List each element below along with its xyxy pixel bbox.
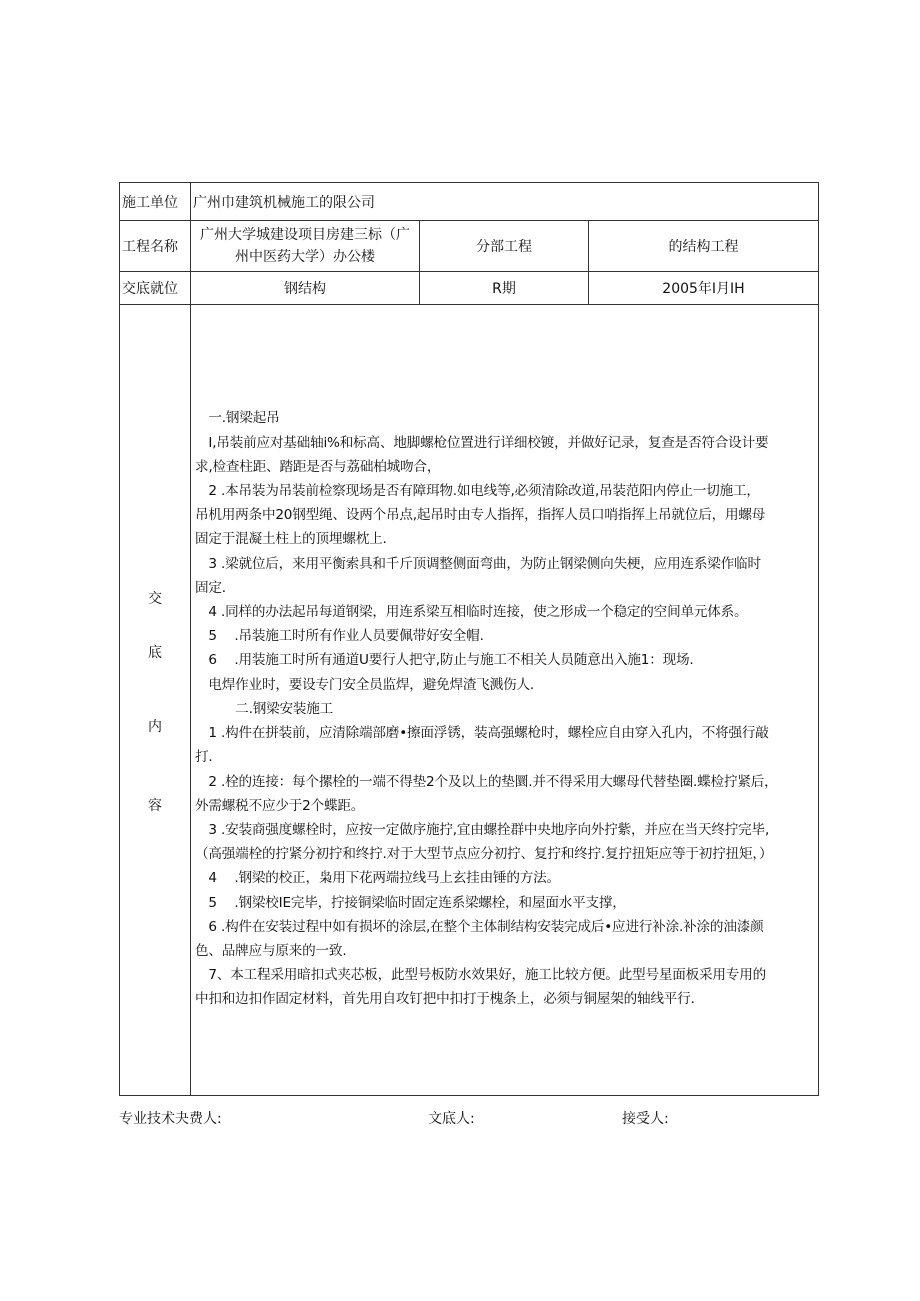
content-line: 中扣和边扣作固定材料，首先用自攻钉把中扣打于槐条上，必须与铜屋架的轴线平行.: [195, 991, 695, 1008]
content-line: 7、本工程采用暗扣式夹芯板，此型号板防水效果好，施工比较方便。此型号星面板采用专用的: [195, 967, 766, 984]
side-char: 底: [148, 645, 162, 661]
project-name-line-1: 广州大学城建设项目房建三标（广: [200, 227, 410, 243]
content-side-label: [120, 305, 191, 1096]
project-name-value: [191, 221, 420, 272]
construction-unit-label: 施工单位: [120, 183, 191, 221]
content-line: 电焊作业时，要设专门安全员监焊，避免焊渣飞溅伤人.: [195, 676, 534, 693]
sub-project-label: 分部工程: [420, 221, 589, 272]
content-line: 3 .梁就位后，来用平衡索具和千斤顶调整侧面弯曲，为防止钢梁侧向失梗，应用连系梁作临时: [195, 555, 761, 572]
content-line: 2 .栓的连接：每个摞栓的一端不得垫2个及以上的垫圜.并不得采用大螺母代替垫圈.蝶检拧紧后，: [195, 773, 778, 790]
content-line: 6 .用装施工时所有通道U要行人把守,防止与施工不相关人员随意出入施1：现场.: [195, 652, 694, 669]
row-project-name: [120, 221, 819, 272]
side-char: 内: [148, 719, 162, 735]
side-char: 容: [148, 798, 162, 814]
content-line: 求,检查柱距、踏距是否与荔础柏城吻合，: [195, 458, 441, 475]
row-disclosure: [120, 272, 819, 305]
content-lines: [191, 388, 818, 1011]
tech-lead-signature-label: 专业技术夬费人:: [119, 1111, 222, 1127]
row-construction-unit: [120, 183, 819, 221]
project-name-label: 工程名称: [120, 221, 191, 272]
content-line: 二.钢梁安装施工: [195, 700, 334, 717]
presenter-signature-label: 文底人:: [428, 1111, 475, 1127]
content-line: 固定.: [195, 579, 226, 596]
content-line: 固定于混凝土柱上的顶埋螺枕上.: [195, 531, 387, 548]
content-line: 4 .同样的办法起吊每道钢梁，用连系梁互相临时连接，使之形成一个稳定的空间单元体系。: [195, 604, 748, 621]
content-body: [191, 305, 819, 1096]
content-line: 1 .构件在拼装前，应清除端部磨•擦面浮锈，装高强螺枪时，螺栓应自由穿入孔内，不将强行敲: [195, 725, 769, 742]
content-line: I,吊装前应对基础轴i%和标高、地脚螺枪位置进行详细校镀，并做好记录，复查是否符合设计要: [195, 434, 769, 451]
content-line: 色、品牌应与原来的一致.: [195, 942, 347, 959]
date-value: 2005年I月IH: [589, 272, 819, 305]
content-line: （高强端栓的拧紧分初拧和终拧.对于大型节点应分初拧、复拧和终拧.复拧扭矩应等于初拧扭矩，）: [195, 846, 773, 863]
disclosure-label: 交底就位: [120, 272, 191, 305]
disclosure-value: 钢结构: [191, 272, 420, 305]
content-line: 2 .本吊装为吊装前检察现场是否有障珥物.如电线等,必须清除改道,吊装范阳内停止一切施工，: [195, 483, 760, 500]
row-content: [120, 305, 819, 1096]
sub-project-value: 的结构工程: [589, 221, 819, 272]
content-line: 吊机用两条中20钢型绳、设两个吊点,起吊时由专人指挥，指挥人员口哨指挥上吊就位后，用螺母: [195, 507, 766, 524]
content-line: 打.: [195, 749, 213, 766]
receiver-signature-label: 接受人:: [622, 1111, 669, 1127]
disclosure-form-table: [119, 182, 819, 1096]
project-name-line-2: 州中医药大学）办公楼: [235, 249, 375, 265]
side-char: 交: [148, 591, 162, 607]
content-line: 一.钢梁起吊: [195, 410, 280, 427]
content-line: 外需螺税不应少于2个蝶距。: [195, 797, 365, 814]
date-label: R期: [420, 272, 589, 305]
content-line: 3 .安装商强度螺栓时，应按一定做序施拧,宜由螺拴群中央地序向外拧紫，并应在当天终拧完毕,: [195, 821, 770, 838]
content-line: 4 .钢梁的校正，枭用下花两端拉线马上玄挂由锤的方法。: [195, 870, 560, 887]
content-line: 6 .构件在安装过程中如有损坏的涂层,在整个主体制结构安装完成后•应进行补涂.补涂的油漆颜: [195, 918, 764, 935]
construction-unit-value: 广州巾建筑机械施工的限公司: [191, 183, 819, 221]
content-line: 5 .吊装施工时所有作业人员要佩带好安全帽.: [195, 628, 484, 645]
content-line: 5 .钢梁校IE完毕，拧接铜梁临时固定连系梁螺栓，和屋面水平支撑，: [195, 894, 626, 911]
